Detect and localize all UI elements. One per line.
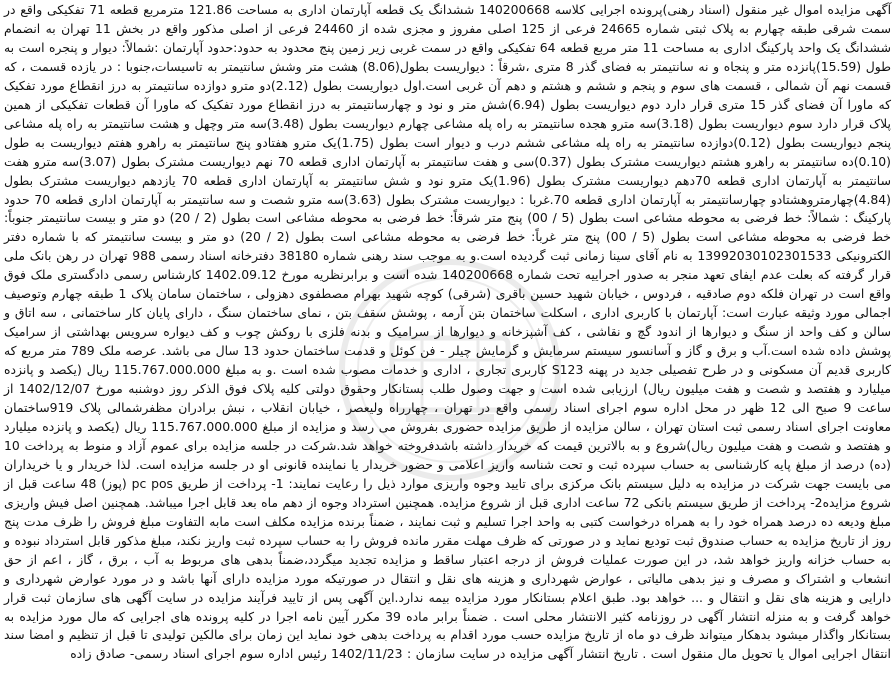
auction-notice-text: آگهی مزایده اموال غیر منقول (اسناد رهنی)پرونده اجرایی کلاسه 140200668 ششدانگ یک قطعه آپارتمان اداری به مساحت 121.86 مترمربع قطعه 71 تفکیکی واقع در سمت شرقی طبقه چهارم به پلاک ثبتی شماره 24665 فرعی از 125 اصلی مفروز و مجزی شده از 24460 فرعی از اصلی مذکور واقع در بخش 11 تهران به انضمام ششدانگ یک واحد پارکینگ اداری به مساحت 11 متر مربع قطعه 64 تفکیکی واقع در سمت غربی زیر زمین پنج محدود به حدود:حدود آپارتمان :شمالاً: دیوار و پنجره است به طول (15.59)پانزده متر و پنجاه و نه سانتیمتر به فضای گذر 8 متری ،شرقاً : دیواریست بطول(8.06) هشت متر وشش سانتیمتر به تاسیسات،جنوبا : در یازده قسمت ، که قسمت نهم آن شمالی ، قسمت های سوم و پنجم و ششم و هشتم و دهم آن غربی است.اول دیواریست بطول (2.12)دو مترو دوازده سانتیمتر به درز انقطاع مورد تفکیک که ماورا آن فضای گذر 15 متری قرار دارد دوم دیواریست بطول (6.94)شش متر و نود و چهارسانتیمتر به درز انقطاع مورد تفکیک که ماورا آن قطعات تفکیکی از همین پلاک قرار دارد سوم دیواریست بطول (3.18)سه مترو هجده سانتیمتر به راه پله مشاعی چهارم دیواریست بطول (3.48)سه متر وچهل و هشت سانتیمتر به راه پله مشاعی پنجم دیواریست بطول (0.12)دوازده سانتیمتر به راه پله مشاعی ششم درب و دیوار است بطول (1.75)یک مترو هفتادو پنج سانتیمتر به راهرو هفتم دیواریست به طول (0.10)ده سانتیمتر به راهرو هشتم دیواریست مشترک بطول (0.37)سی و هفت سانتیمتر به آپارتمان اداری قطعه 70 نهم دیواریست مشترک بطول (3.07)سه مترو هفت سانتیمتر به آپارتمان اداری قطعه 70دهم دیواریست مشترک بطول (1.96)یک مترو نود و شش سانتیمتر به آپارتمان اداری قطعه 70 یازدهم دیواریست مشترک بطول (4.84)چهارمتروهشتادو چهارسانتیمتر به آپارتمان اداری قطعه 70.غربا : دیواریست مشترک بطول (3.63)سه مترو شصت و سه سانتیمتر به آپارتمان اداری قطعه 70 حدود پارکینگ : شمالاً: خط فرضی به محوطه مشاعی است بطول (5 / 00) پنج متر شرقاً: خط فرضی به محوطه مشاعی است بطول (2 / 20) دو متر و بیست سانتیمتر جنوباً: خط فرضی به محوطه مشاعی است بطول (5 / 00) پنج متر غرباً: خط فرضی به محوطه مشاعی است بطول (2 / 20) دو متر و بیست سانتیمتر که با شماره دفتر الکترونیکی 13992030102301533 به نام آقای سینا زمانی ثبت گردیده است.و به موجب سند رهنی شماره 38180 دفترخانه اسناد رسمی 988 تهران در رهن بانک ملی قرار گرفته که بعلت عدم ایفای تعهد منجر به صدور اجراییه تحت شماره 140200668 شده است و برابرنظریه مورخ 1402.09.12 کارشناس رسمی دادگستری ملک فوق واقع است در تهران فلکه دوم صادقیه ، فردوس ، خیابان شهید حسین باقری (شرقی) کوچه شهید بهرام مصطفوی دهزولی ، ساختمان سامان پلاک 1 طبقه چهارم وتوصیف اجمالی مورد وثیقه عبارت است: آپارتمان با کاربری اداری ، اسکلت ساختمان بتن آرمه ، پوشش سقف بتن ، نمای ساختمان سنگ ، دارای پایان کار ساختمانی ، سه اتاق و سالن و کف واحد از سنگ و دیوارها از اندود گچ و نقاشی ، کف آشپزخانه و دیوارها از سرامیک و بدنه فلزی با روکش چوب و کف دیواره سرویس بهداشتی از سرامیک پوشش داده شده است.آب و برق و گاز و آسانسور سیستم سرمایش و گرمایش چیلر - فن کوئل و قدمت ساختمان حدود 13 سال می باشد. عرصه ملک 789 متر مربع که کاربری قدیم آن مسکونی و در طرح تفصیلی جدید در پهنه S123 کاربری تجاری ، اداری و خدمات مصوب شده است .و به مبلغ 115.767.000.000 ریال (یکصد و پانزده میلیارد و هفتصد و شصت و هفت میلیون ریال) ارزیابی شده است و جهت وصول طلب بستانکار وحقوق دولتی کلیه پلاک فوق الذکر روز دوشنبه مورخ 1402/12/07 از ساعت 9 صبح الی 12 ظهر در محل اداره سوم اجرای اسناد رسمی واقع در تهران ، چهارراه ولیعصر ، خیابان انقلاب ، نبش برادران مظفرشمالی پلاک 919ساختمان معاونت اجرای اسناد رسمی ثبت استان تهران ، سالن مزایده از طریق مزایده حضوری بفروش می رسد و مزایده از مبلغ 115.767.000.000 ریال (یکصد و پانزده میلیارد و هفتصد و شصت و هفت میلیون ریال)شروع و به بالاترین قیمت که خریدار داشته باشدفروخته خواهد شد.شرکت در جلسه مزایده برای عموم آزاد و منوط به پرداخت 10 (ده) درصد از مبلغ پایه کارشناسی به حساب سپرده ثبت و تحت شناسه واریز اعلامی و حضور خریدار یا نماینده قانونی او در جلسه مزایده است. لذا خریدار و یا خریداران می بایست جهت شرکت در مزایده به دلیل سیستم بانک مرکزی برای تایید وجوه واریزی موارد ذیل را رعایت نمایند: 1- پرداخت از طریق pc pos (پوز) 48 ساعت قبل از شروع مزایده2- پرداخت از طریق سیستم بانکی 72 ساعت اداری قبل از شروع مزایده. همچنین استرداد وجوه از دهم ماه بعد قابل اجرا میباشد. همچنین اصل فیش واریزی مبلغ ودیعه ده درصد همراه خود را به همراه درخواست کتبی به واحد اجرا تسلیم و ثبت نمایند ، ضمناً برنده مزایده مکلف است مابه التفاوت مبلغ فروش را ظرف مدت پنج روز از تاریخ مزایده به حساب صندوق ثبت تودیع نماید و در صورتی که ظرف مهلت مقرر مانده فروش را به حساب سپرده ثبت واریز نکند، مبلغ مذکور قابل استرداد نبوده و به حساب خزانه واریز خواهد شد، در این صورت عملیات فروش از درجه اعتبار ساقط و مزایده تجدید میگردد،ضمناً بدهی های مربوط به آب ، برق ، گاز ، اعم از حق انشعاب و اشتراک و مصرف و نیز بدهی مالیاتی ، عوارض شهرداری و هزینه های نقل و انتقال در صورتیکه مورد مزایده دارای آنها باشد و در مورد عوارض شهرداری و دارایی و هزینه های نقل و انتقال و ... خواهد بود. طبق اعلام بستانکار مورد مزایده بیمه ندارد.این آگهی پس از تایید فرآیند مزایده در سایت آگهی های سازمان ثبت قرار خواهد گرفت و به منزله انتشار آگهی در روزنامه کثیر الانتشار محلی است . ضمناً برابر ماده 39 مکرر آیین نامه اجرا در کلیه پرونده های اجرایی که مال مورد مزایده به بستانکار واگذار میشود بدهکار میتواند ظرف دو ماه از تاریخ مزایده حسب مورد اقدام به پرداخت بدهی خود نماید این زمان برای مالکین تولیدی تا قبل از تنظیم و امضا سند انتقال اجرایی اموال یا تحویل مال منقول است . تاریخ انتشار آگهی مزایده در سایت سازمان : 1402/11/23 رئیس اداره سوم اجرای اسناد رسمی- صادق زاده	[4, 2, 892, 662]
